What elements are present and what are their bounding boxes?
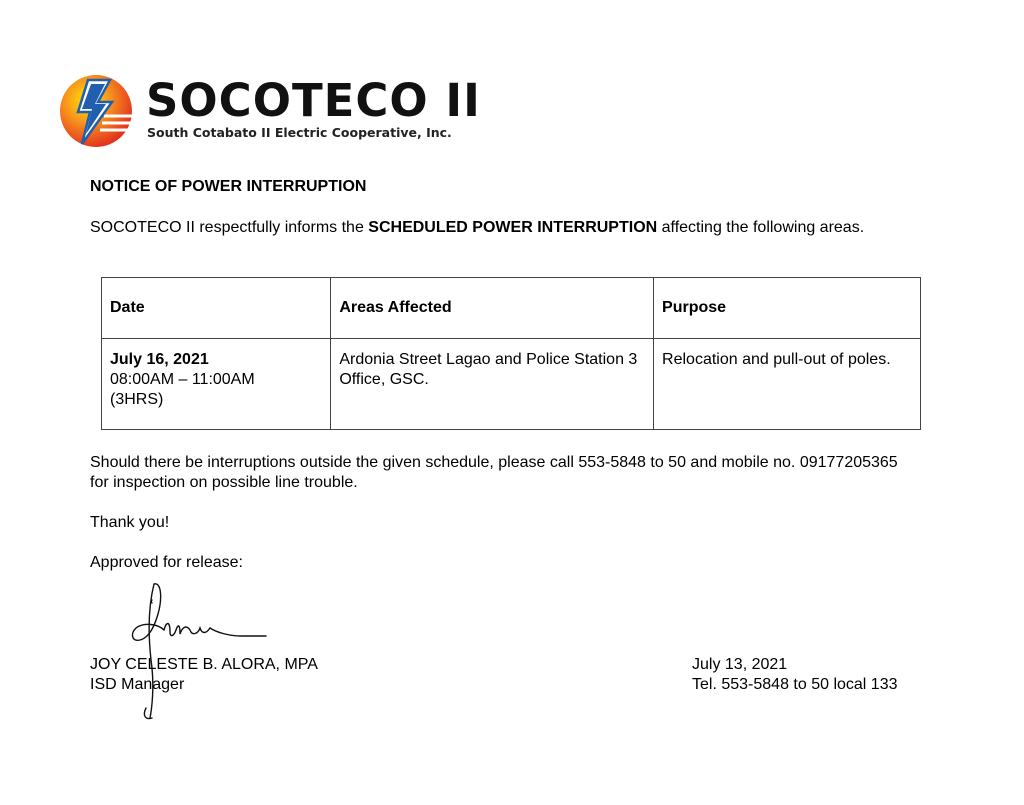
duration-value: (3HRS): [110, 391, 164, 408]
header-purpose: Purpose: [654, 278, 921, 339]
org-name: SOCOTECO II: [146, 74, 481, 127]
intro-text-end: affecting the following areas.: [657, 219, 865, 236]
intro-highlight: SCHEDULED POWER INTERRUPTION: [368, 219, 658, 236]
cell-date: [102, 339, 331, 430]
cell-purpose: Relocation and pull-out of poles.: [654, 339, 921, 430]
thanks-text: Thank you!: [90, 514, 170, 531]
header-areas: Areas Affected: [331, 278, 654, 339]
org-logo: [58, 72, 481, 152]
contact-paragraph: Should there be interruptions outside the given schedule, please call 553-5848 to 50 and mobile no. 09177205365 for inspection on possible line trouble.: [90, 454, 898, 491]
table-row: [102, 339, 921, 430]
date-value: July 16, 2021: [110, 351, 209, 368]
intro-paragraph: [90, 218, 920, 238]
contact-tel: Tel. 553-5848 to 50 local 133: [692, 676, 898, 693]
intro-text-start: SOCOTECO II respectfully informs the: [90, 219, 369, 236]
notice-title: NOTICE OF POWER INTERRUPTION: [90, 178, 367, 195]
signatory-name: JOY CELESTE B. ALORA, MPA: [90, 656, 318, 673]
approval-text: Approved for release:: [90, 554, 243, 571]
org-full-name: South Cotabato II Electric Cooperative, Inc.: [147, 125, 452, 140]
release-date: July 13, 2021: [692, 656, 788, 673]
header-date: Date: [102, 278, 331, 339]
lightning-bolt-logo-icon: [58, 72, 138, 150]
cell-areas: Ardonia Street Lagao and Police Station 3 Office, GSC.: [331, 339, 654, 430]
schedule-table: [101, 277, 921, 430]
time-value: 08:00AM – 11:00AM: [110, 371, 255, 388]
table-header-row: [102, 278, 921, 339]
signatory-position: ISD Manager: [90, 676, 185, 693]
signature-icon: [118, 578, 278, 723]
